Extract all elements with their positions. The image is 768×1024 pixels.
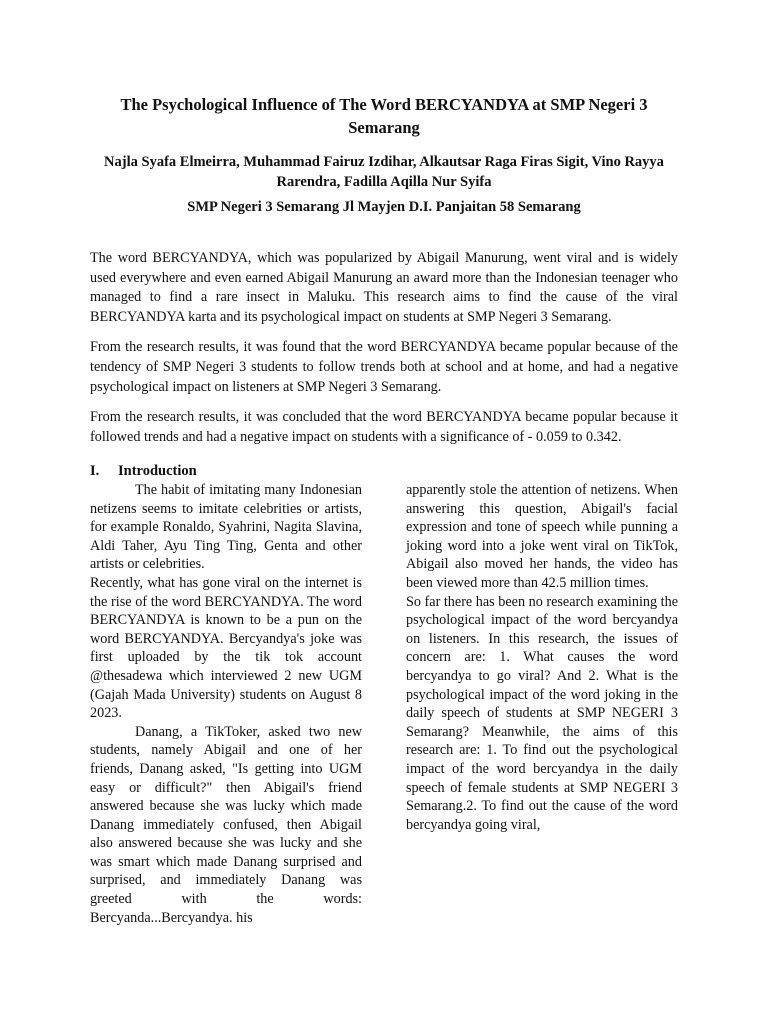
affiliation: SMP Negeri 3 Semarang Jl Mayjen D.I. Panjaitan 58 Semarang [187, 199, 581, 215]
author-list: Najla Syafa Elmeirra, Muhammad Fairuz Izdihar, Alkautsar Raga Firas Sigit, Vino Rayya Rarendra, Fadilla Aqilla Nur Syifa [104, 154, 664, 190]
body-paragraph: apparently stole the attention of netizens. When answering this question, Abigail's facial expression and tone of speech while punning a joking word into a joke went viral on TikTok, Abigail also moved her hands, the video has been viewed more than 42.5 million times. [406, 482, 678, 591]
left-column [90, 481, 362, 927]
right-column [406, 481, 678, 834]
abstract-paragraph: From the research results, it was found that the word BERCYANDYA became popular because of the tendency of SMP Negeri 3 students to follow trends both at school and at home, and had a negative psychological impact on listeners at SMP Negeri 3 Semarang. [90, 339, 678, 395]
abstract-paragraph: From the research results, it was concluded that the word BERCYANDYA became popular because it followed trends and had a negative impact on students with a significance of - 0.059 to 0.342. [90, 409, 678, 445]
paper-title: The Psychological Influence of The Word BERCYANDYA at SMP Negeri 3 Semarang [120, 95, 648, 137]
body-paragraph: Recently, what has gone viral on the internet is the rise of the word BERCYANDYA. The word BERCYANDYA is known to be a pun on the word BERCYANDYA. Bercyandya's joke was first uploaded by the tik tok account @thesadewa which interviewed 2 new UGM (Gajah Mada University) students on August 8 2023. [90, 574, 362, 722]
body-paragraph: Danang, a TikToker, asked two new students, namely Abigail and one of her friends, Danang asked, "Is getting into UGM easy or difficult?" then Abigail's friend answered because she was lucky which made Danang immediately confused, then Abigail also answered because she was lucky and she was smart which made Danang surprised and surprised, and immediately Danang was greeted with the words: Bercyanda...Bercyandya. his [90, 723, 362, 926]
section-number: I. [90, 463, 100, 479]
body-paragraph: The habit of imitating many Indonesian netizens seems to imitate celebrities or artists, for example Ronaldo, Syahrini, Nagita Slavina, Aldi Taher, Ayu Ting Ting, Genta and other artists or celebrities. [90, 482, 362, 573]
body-paragraph: So far there has been no research examining the psychological impact of the word bercyandya on listeners. In this research, the issues of concern are: 1. What causes the word bercyandya to go viral? And 2. What is the psychological impact of the word joking in the daily speech of students at SMP NEGERI 3 Semarang? Meanwhile, the aims of this research are: 1. To find out the psychological impact of the word bercyandya in the daily speech of female students at SMP NEGERI 3 Semarang.2. To find out the cause of the word bercyandya going viral, [406, 593, 678, 833]
abstract [90, 249, 678, 458]
abstract-paragraph: The word BERCYANDYA, which was popularized by Abigail Manurung, went viral and is widely used everywhere and even earned Abigail Manurung an award more than the Indonesian teenager who managed to find a rare insect in Maluku. This research aims to find the cause of the viral BERCYANDYA karta and its psychological impact on students at SMP Negeri 3 Semarang. [90, 250, 678, 325]
section-title: Introduction [118, 463, 197, 479]
section-heading [90, 462, 197, 481]
